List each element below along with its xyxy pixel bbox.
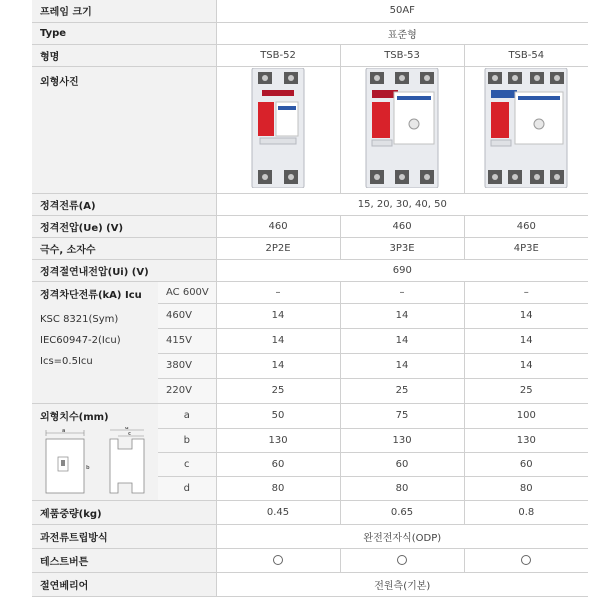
breaking-value-5-1: 25 bbox=[216, 378, 340, 403]
poles-value-3: 4P3E bbox=[464, 237, 588, 259]
dim-c-value-2: 60 bbox=[340, 452, 464, 476]
row-insulation-voltage bbox=[32, 259, 588, 281]
breaking-voltage-1: AC 600V bbox=[158, 281, 216, 303]
test-button-value-2 bbox=[340, 548, 464, 572]
dim-c-value-1: 60 bbox=[216, 452, 340, 476]
photo-2p bbox=[216, 66, 340, 193]
breaking-value-2-2: 14 bbox=[340, 303, 464, 328]
row-dim-a bbox=[32, 403, 588, 428]
dim-d-value-1: 80 bbox=[216, 476, 340, 500]
weight-label: 제품중량(kg) bbox=[32, 500, 216, 524]
weight-value-1: 0.45 bbox=[216, 500, 340, 524]
dim-drawing-label-d: d bbox=[125, 426, 129, 431]
poles-value-1: 2P2E bbox=[216, 237, 340, 259]
breaker-4p-image bbox=[483, 68, 569, 188]
dim-name-d: d bbox=[158, 476, 216, 500]
breaking-value-5-2: 25 bbox=[340, 378, 464, 403]
weight-value-3: 0.8 bbox=[464, 500, 588, 524]
dim-name-a: a bbox=[158, 403, 216, 428]
rated-current-label: 정격전류(A) bbox=[32, 193, 216, 215]
model-value-3: TSB-54 bbox=[464, 44, 588, 66]
row-trip-method bbox=[32, 524, 588, 548]
barrier-label: 절연베리어 bbox=[32, 572, 216, 596]
breaking-value-3-3: 14 bbox=[464, 328, 588, 353]
breaking-value-2-1: 14 bbox=[216, 303, 340, 328]
weight-value-2: 0.65 bbox=[340, 500, 464, 524]
poles-label: 극수, 소자수 bbox=[32, 237, 216, 259]
breaker-2p-image bbox=[248, 68, 308, 188]
spec-table bbox=[32, 0, 588, 597]
dim-a-value-3: 100 bbox=[464, 403, 588, 428]
row-poles bbox=[32, 237, 588, 259]
breaking-voltage-3: 415V bbox=[158, 328, 216, 353]
insulation-voltage-label: 정격절연내전압(Ui) (V) bbox=[32, 259, 216, 281]
circle-icon bbox=[397, 555, 407, 565]
trip-method-label: 과전류트립방식 bbox=[32, 524, 216, 548]
barrier-value: 전원측(기본) bbox=[216, 572, 588, 596]
breaking-value-1-1: – bbox=[216, 281, 340, 303]
row-photo bbox=[32, 66, 588, 193]
breaking-value-4-1: 14 bbox=[216, 353, 340, 378]
rated-current-value: 15, 20, 30, 40, 50 bbox=[216, 193, 588, 215]
dim-a-value-1: 50 bbox=[216, 403, 340, 428]
row-barrier bbox=[32, 572, 588, 596]
dim-d-value-2: 80 bbox=[340, 476, 464, 500]
poles-value-2: 3P3E bbox=[340, 237, 464, 259]
photo-4p bbox=[464, 66, 588, 193]
circle-icon bbox=[273, 555, 283, 565]
trip-method-value: 완전전자식(ODP) bbox=[216, 524, 588, 548]
dim-drawing-label-c: c bbox=[128, 430, 131, 437]
dim-drawing-label-b: b bbox=[86, 464, 90, 471]
row-rated-current bbox=[32, 193, 588, 215]
dimensions-label-cell bbox=[32, 403, 158, 500]
dim-drawing-label-a: a bbox=[62, 427, 66, 434]
row-weight bbox=[32, 500, 588, 524]
rated-voltage-value-2: 460 bbox=[340, 215, 464, 237]
breaking-value-3-2: 14 bbox=[340, 328, 464, 353]
breaking-label: 정격차단전류(kA) Icu bbox=[40, 289, 142, 301]
type-value: 표준형 bbox=[216, 22, 588, 44]
breaking-value-1-2: – bbox=[340, 281, 464, 303]
rated-voltage-value-3: 460 bbox=[464, 215, 588, 237]
frame-size-value: 50AF bbox=[216, 0, 588, 22]
dimensions-label: 외형치수(mm) bbox=[40, 411, 109, 423]
dim-b-value-1: 130 bbox=[216, 428, 340, 452]
breaking-label-cell bbox=[32, 281, 158, 403]
breaking-standard-1: KSC 8321(Sym) bbox=[40, 313, 119, 325]
row-rated-voltage bbox=[32, 215, 588, 237]
dim-a-value-2: 75 bbox=[340, 403, 464, 428]
dim-name-b: b bbox=[158, 428, 216, 452]
photo-3p bbox=[340, 66, 464, 193]
breaking-voltage-4: 380V bbox=[158, 353, 216, 378]
row-model bbox=[32, 44, 588, 66]
row-frame-size bbox=[32, 0, 588, 22]
test-button-value-3 bbox=[464, 548, 588, 572]
circle-icon bbox=[521, 555, 531, 565]
breaking-value-5-3: 25 bbox=[464, 378, 588, 403]
breaking-value-4-3: 14 bbox=[464, 353, 588, 378]
model-label: 형명 bbox=[32, 44, 216, 66]
breaking-value-4-2: 14 bbox=[340, 353, 464, 378]
breaking-standard-2: IEC60947-2(Icu) bbox=[40, 334, 121, 346]
dimension-drawing bbox=[40, 427, 150, 495]
rated-voltage-label: 정격전압(Ue) (V) bbox=[32, 215, 216, 237]
breaker-3p-image bbox=[364, 68, 440, 188]
model-value-2: TSB-53 bbox=[340, 44, 464, 66]
breaking-value-1-3: – bbox=[464, 281, 588, 303]
breaking-voltage-2: 460V bbox=[158, 303, 216, 328]
model-value-1: TSB-52 bbox=[216, 44, 340, 66]
breaking-voltage-5: 220V bbox=[158, 378, 216, 403]
insulation-voltage-value: 690 bbox=[216, 259, 588, 281]
dim-b-value-2: 130 bbox=[340, 428, 464, 452]
test-button-value-1 bbox=[216, 548, 340, 572]
dim-b-value-3: 130 bbox=[464, 428, 588, 452]
dim-d-value-3: 80 bbox=[464, 476, 588, 500]
frame-size-label: 프레임 크기 bbox=[32, 0, 216, 22]
row-type bbox=[32, 22, 588, 44]
rated-voltage-value-1: 460 bbox=[216, 215, 340, 237]
test-button-label: 테스트버튼 bbox=[32, 548, 216, 572]
breaking-value-3-1: 14 bbox=[216, 328, 340, 353]
dim-c-value-3: 60 bbox=[464, 452, 588, 476]
row-test-button bbox=[32, 548, 588, 572]
breaking-value-2-3: 14 bbox=[464, 303, 588, 328]
type-label: Type bbox=[32, 22, 216, 44]
dim-name-c: c bbox=[158, 452, 216, 476]
photo-label: 외형사진 bbox=[32, 66, 216, 193]
row-breaking-600 bbox=[32, 281, 588, 303]
breaking-standard-3: Ics=0.5Icu bbox=[40, 355, 93, 367]
